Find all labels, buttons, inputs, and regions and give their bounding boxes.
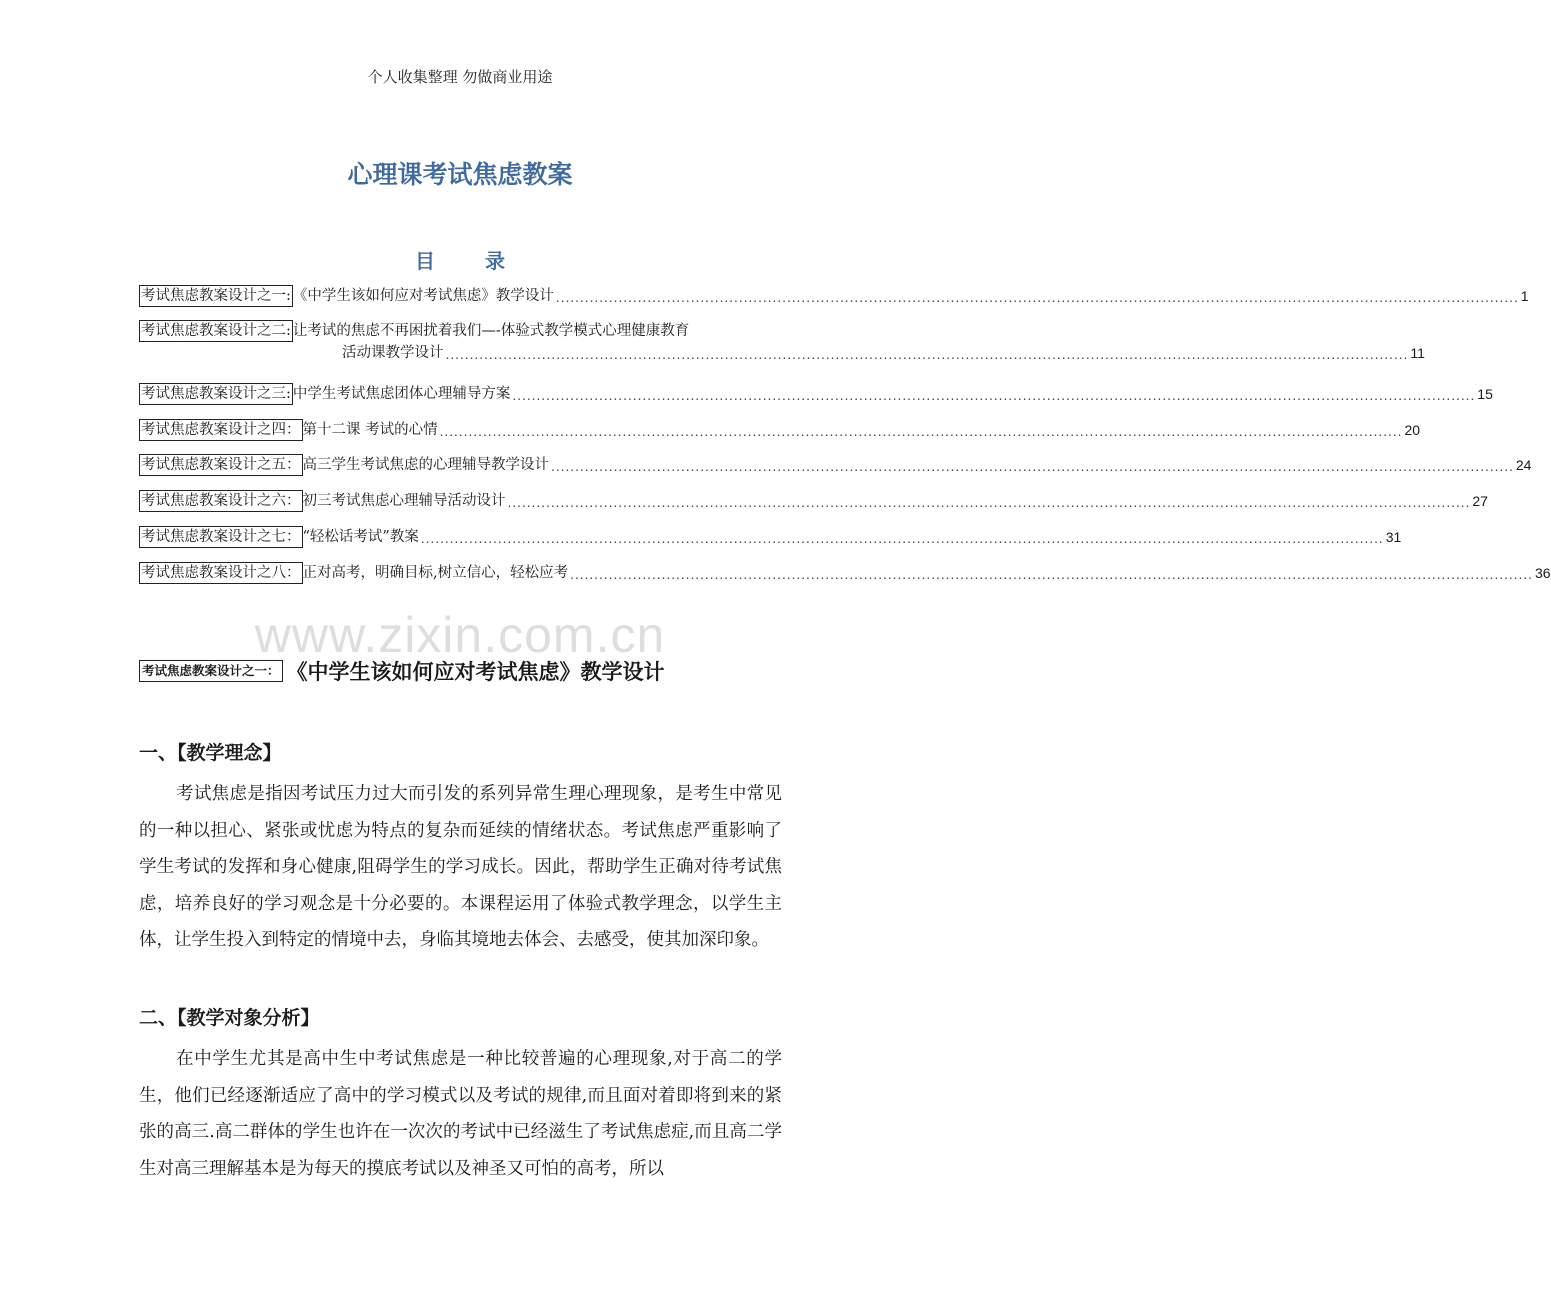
- toc-entry-label: 考试焦虑教案设计之四：: [139, 419, 303, 441]
- toc-entry[interactable]: [139, 383, 1493, 405]
- toc-entry-text: 初三考试焦虑心理辅导活动设计: [302, 493, 506, 509]
- toc-leader-dots: ........................................................................................................................................................................................................: [555, 291, 1519, 305]
- toc-entry[interactable]: [139, 526, 1402, 548]
- toc-entry-label: 考试焦虑教案设计之八：: [139, 562, 303, 584]
- section-heading: [139, 656, 665, 686]
- toc-heading-char-b: 录: [485, 249, 505, 273]
- toc-entry-text: 中学生考试焦虑团体心理辅导方案: [292, 386, 511, 402]
- toc-entry-page: 11: [1410, 345, 1425, 361]
- toc-entry[interactable]: [139, 454, 1532, 476]
- toc-entry[interactable]: [139, 490, 1488, 512]
- toc-entry-text-continued: 活动课教学设计: [342, 345, 444, 361]
- toc-leader-dots: ........................................................................................................................................................................................................: [507, 496, 1471, 510]
- toc-heading: [0, 245, 920, 274]
- toc-entry-label: 考试焦虑教案设计之二:: [139, 320, 293, 342]
- toc-entry-text: “轻松话考试”教案: [302, 529, 419, 545]
- toc-entry-text: 让考试的焦虑不再困扰着我们—-体验式教学模式心理健康教育: [292, 323, 690, 339]
- paragraph-teaching-philosophy: 考试焦虑是指因考试压力过大而引发的系列异常生理心理现象，是考生中常见的一种以担心、紧张或忧虑为特点的复杂而延续的情绪状态。考试焦虑严重影响了学生考试的发挥和身心健康,阻碍学生的学习成长。因此，帮助学生正确对待考试焦虑，培养良好的学习观念是十分必要的。本课程运用了体验式教学理念，以学生主体，让学生投入到特定的情境中去，身临其境地去体会、去感受，使其加深印象。: [139, 784, 782, 950]
- heading-teaching-philosophy: 一、【教学理念】: [139, 742, 282, 764]
- header-note: 个人收集整理 勿做商业用途: [367, 68, 553, 86]
- paragraph-student-analysis: 在中学生尤其是高中生中考试焦虑是一种比较普遍的心理现象,对于高二的学生，他们已经逐渐适应了高中的学习模式以及考试的规律,而且面对着即将到来的紧张的高三.高二群体的学生也许在一次次的考试中已经滋生了考试焦虑症,而且高二学生对高三理解基本是为每天的摸底考试以及神圣又可怕的高考，所以: [139, 1049, 782, 1179]
- toc-leader-dots: ........................................................................................................................................................................................................: [445, 348, 1409, 362]
- toc-entry-page: 31: [1385, 529, 1402, 545]
- toc-entry-text: 第十二课 考试的心情: [302, 422, 438, 438]
- toc-entry[interactable]: [139, 285, 1529, 307]
- document-title: 心理课考试焦虑教案: [347, 160, 573, 189]
- toc-leader-dots: ........................................................................................................................................................................................................: [420, 532, 1384, 546]
- toc-entry-page: 24: [1515, 457, 1532, 473]
- toc-entry-page: 15: [1477, 386, 1493, 402]
- toc-leader-dots: ........................................................................................................................................................................................................: [439, 425, 1403, 439]
- toc-entry-text: 正对高考，明确目标,树立信心，轻松应考: [302, 565, 569, 581]
- toc-heading-char-a: 目: [415, 249, 435, 273]
- heading-student-analysis: 二、【教学对象分析】: [139, 1007, 320, 1029]
- toc-leader-dots: ........................................................................................................................................................................................................: [570, 568, 1533, 582]
- section-title: 《中学生该如何应对考试焦虑》教学设计: [286, 660, 665, 684]
- toc-entry-label: 考试焦虑教案设计之三:: [139, 383, 293, 405]
- toc-entry-label: 考试焦虑教案设计之一:: [139, 285, 293, 307]
- toc-entry-page: 27: [1472, 493, 1488, 509]
- toc-entry-page: 20: [1404, 422, 1421, 438]
- toc-entry[interactable]: [139, 320, 1425, 364]
- toc-entry-label: 考试焦虑教案设计之五：: [139, 454, 303, 476]
- toc-leader-dots: ........................................................................................................................................................................................................: [551, 460, 1514, 474]
- toc-entry-page: 1: [1520, 288, 1529, 304]
- watermark: www.zixin.com.cn: [254, 607, 666, 663]
- toc-entry-label: 考试焦虑教案设计之六：: [139, 490, 303, 512]
- toc-entry-label: 考试焦虑教案设计之七：: [139, 526, 303, 548]
- toc-entry[interactable]: [139, 562, 1551, 584]
- toc-entry-text: 《中学生该如何应对考试焦虑》教学设计: [292, 288, 554, 304]
- toc-entry-text: 高三学生考试焦虑的心理辅导教学设计: [302, 457, 549, 473]
- section-label: 考试焦虑教案设计之一：: [139, 660, 283, 682]
- toc-entry[interactable]: [139, 419, 1421, 441]
- toc-leader-dots: ........................................................................................................................................................................................................: [512, 389, 1476, 403]
- toc-entry-page: 36: [1535, 565, 1551, 581]
